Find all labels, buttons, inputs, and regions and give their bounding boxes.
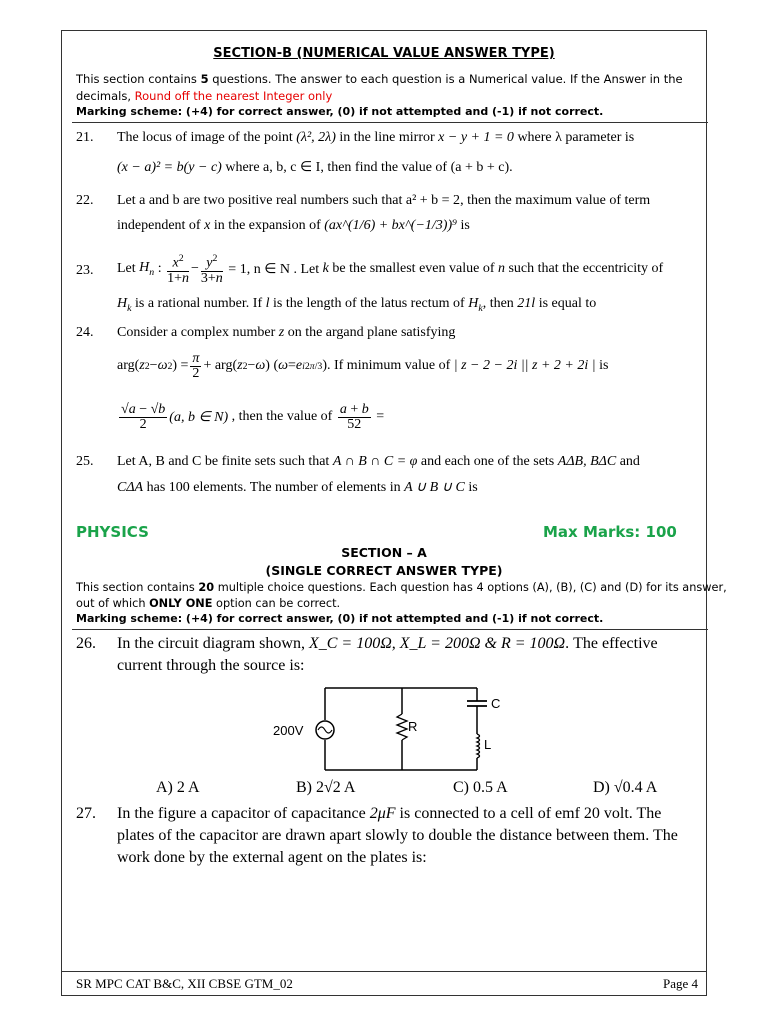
option-a[interactable]: A) 2 A bbox=[156, 779, 200, 796]
question-27-line3: work done by the external agent on the plates is: bbox=[117, 849, 427, 866]
max-marks: Max Marks: 100 bbox=[543, 523, 677, 541]
question-number: 21. bbox=[76, 130, 94, 145]
resistor-label: R bbox=[408, 719, 418, 734]
question-26-line2: current through the source is: bbox=[117, 657, 305, 674]
section-a-intro-1: This section contains 20 multiple choice questions. Each question has 4 options (A), (B), (C) and (D) for its answer, bbox=[76, 581, 727, 594]
question-number: 25. bbox=[76, 454, 94, 469]
divider bbox=[72, 629, 708, 630]
option-b[interactable]: B) 2√2 A bbox=[296, 779, 356, 796]
option-d[interactable]: D) √0.4 A bbox=[593, 779, 658, 796]
option-c[interactable]: C) 0.5 A bbox=[453, 779, 508, 796]
question-22-line2: independent of x in the expansion of (ax^(1/6) + bx^(−1/3))⁹ is bbox=[117, 218, 470, 233]
section-b-intro-1: This section contains 5 questions. The answer to each question is a Numerical value. If the Answer in the bbox=[76, 72, 683, 86]
circuit-diagram bbox=[265, 682, 525, 776]
section-b-intro-2: decimals, Round off the nearest Integer only bbox=[76, 89, 333, 103]
section-a-heading: SECTION – A bbox=[341, 545, 427, 560]
question-number: 24. bbox=[76, 325, 94, 340]
question-26-line1: In the circuit diagram shown, X_C = 100Ω, X_L = 200Ω & R = 100Ω. The effective bbox=[117, 635, 658, 652]
question-21-line1: The locus of image of the point (λ², 2λ) in the line mirror x − y + 1 = 0 where λ parameter is bbox=[117, 130, 635, 145]
capacitor-label: C bbox=[491, 696, 501, 711]
question-25-line1: Let A, B and C be finite sets such that A ∩ B ∩ C = φ and each one of the sets AΔB, BΔC and bbox=[117, 454, 640, 469]
section-b-heading: SECTION-B (NUMERICAL VALUE ANSWER TYPE) bbox=[213, 46, 555, 61]
question-23-line2: $H_k$ is a rational number. If l is the length of the latus rectum of $H_k$, then 21l is equal to bbox=[117, 296, 597, 314]
source-label: 200V bbox=[273, 723, 304, 738]
page-number: Page 4 bbox=[663, 976, 699, 991]
section-a-marking: Marking scheme: (+4) for correct answer, (0) if not attempted and (-1) if not correct. bbox=[76, 612, 604, 625]
resistor-icon bbox=[397, 714, 407, 740]
question-27-line1: In the figure a capacitor of capacitance 2μF is connected to a cell of emf 20 volt. The bbox=[117, 805, 662, 822]
question-21-line2: (x − a)² = b(y − c) where a, b, c ∈ I, then find the value of (a + b + c). bbox=[117, 160, 513, 175]
question-22-line1: Let a and b are two positive real numbers such that a² + b = 2, then the maximum value of term bbox=[117, 193, 651, 208]
section-a-subheading: (SINGLE CORRECT ANSWER TYPE) bbox=[265, 563, 503, 578]
footer-left: SR MPC CAT B&C, XII CBSE GTM_02 bbox=[76, 976, 293, 991]
question-number: 23. bbox=[76, 263, 94, 278]
section-b-marking: Marking scheme: (+4) for correct answer, (0) if not attempted and (-1) if not correct. bbox=[76, 105, 604, 118]
question-27-line2: plates of the capacitor are drawn apart slowly to double the distance between them. The bbox=[117, 827, 678, 844]
inductor-icon bbox=[477, 734, 480, 758]
question-23-line1: Let $H_n$ : $\frac{x^2}{1+n}$ − $\frac{y^2}{3+n}$ = 1, n ∈ N . Let k be the smallest even value of n such that the eccentricity of bbox=[117, 253, 664, 286]
inductor-label: L bbox=[484, 737, 492, 752]
question-24-line3: $\frac{√a - √b}{2}$ (a, b ∈ N) , then the value of $\frac{a + b}{52}$ = bbox=[121, 401, 385, 432]
question-25-line2: CΔA has 100 elements. The number of elements in A ∪ B ∪ C is bbox=[117, 480, 478, 495]
footer-divider bbox=[62, 971, 706, 972]
divider bbox=[72, 122, 708, 123]
question-24-line1: Consider a complex number z on the argand plane satisfying bbox=[117, 325, 456, 340]
question-number: 27. bbox=[76, 805, 96, 822]
question-number: 26. bbox=[76, 635, 96, 652]
question-number: 22. bbox=[76, 193, 94, 208]
physics-title: PHYSICS bbox=[76, 523, 149, 541]
question-24-line2: arg( z 2 − ω 2 ) = $\frac{\pi}{2}$ + arg( z 2 − ω ) ( ω = e i2π/3 ) . If minimum value of | z − 2 − 2i || z + 2 + 2i | is bbox=[117, 350, 609, 381]
section-a-intro-2: out of which ONLY ONE option can be correct. bbox=[76, 597, 341, 610]
